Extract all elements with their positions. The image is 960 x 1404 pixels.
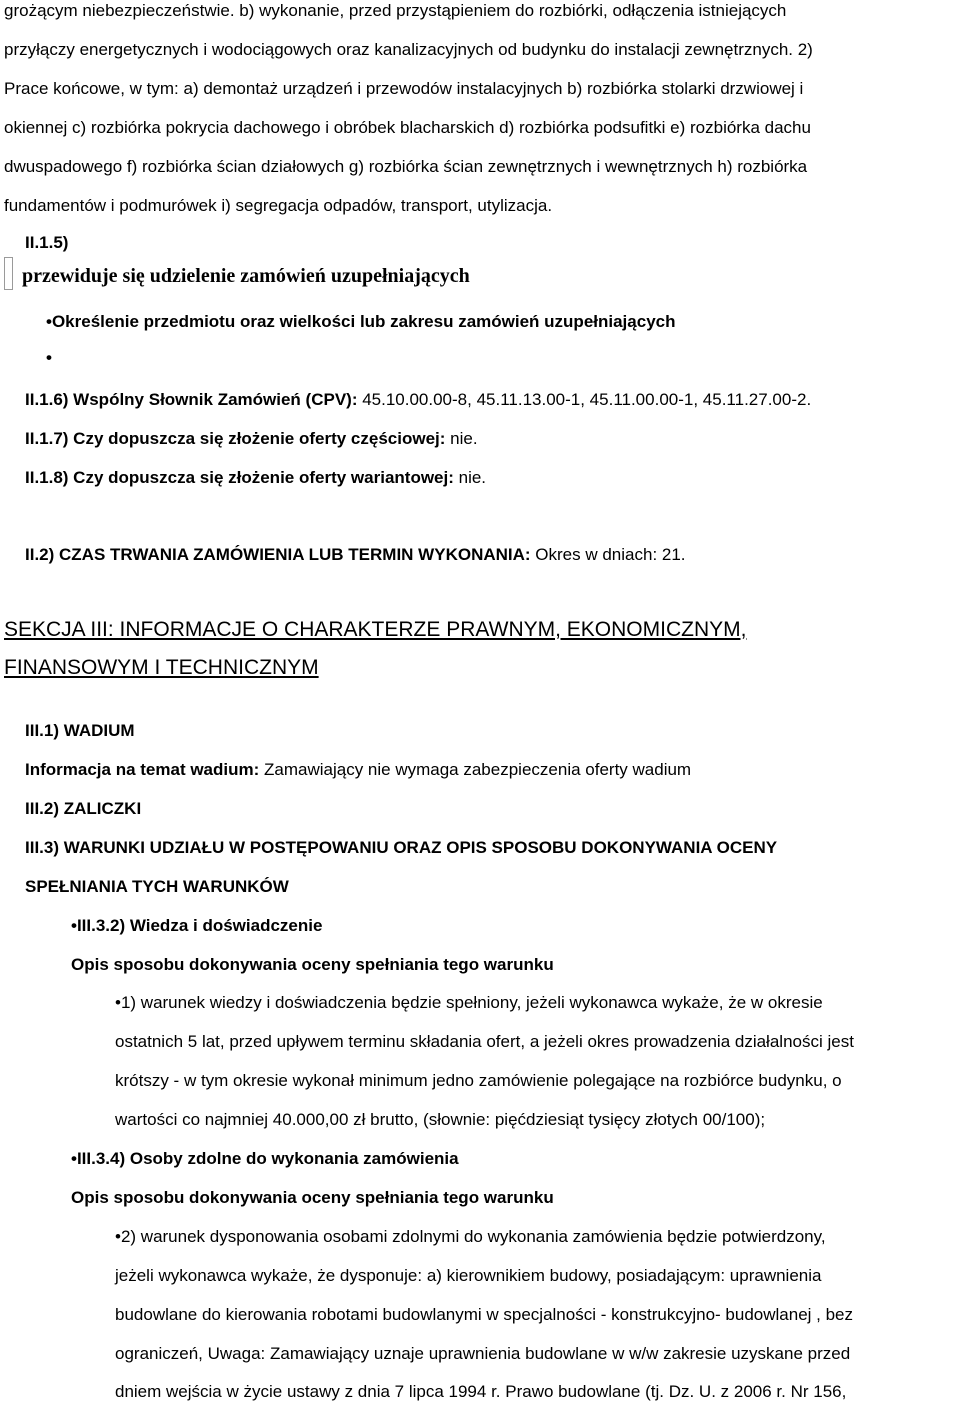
duration-row	[25, 545, 686, 565]
iii34-text-line: ograniczeń, Uwaga: Zamawiający uznaje uprawnienia budowlane w w/w zakresie uzyskane przed	[115, 1344, 851, 1363]
intro-line: Prace końcowe, w tym: a) demontaż urządzeń i przewodów instalacyjnych b) rozbiórka stolarki drzwiowej i	[4, 79, 804, 98]
duration-label: II.2) CZAS TRWANIA ZAMÓWIENIA LUB TERMIN WYKONANIA:	[25, 545, 531, 564]
iii32-label: •III.3.2) Wiedza i doświadczenie	[71, 916, 323, 935]
intro-line: grożącym niebezpieczeństwie. b) wykonanie, przed przystąpieniem do rozbiórki, odłączenia istniejących	[4, 1, 787, 20]
section-title-line: SEKCJA III: INFORMACJE O CHARAKTERZE PRAWNYM, EKONOMICZNYM,	[4, 618, 747, 641]
iii34-text-line: budowlane do kierowania robotami budowlanymi w specjalności - konstrukcyjno- budowlanej , bez	[115, 1305, 854, 1324]
partial-offer-value: nie.	[445, 429, 478, 448]
iii34-text-line: •2) warunek dysponowania osobami zdolnymi do wykonania zamówienia będzie potwierdzony,	[115, 1227, 826, 1246]
wadium-info-row	[25, 760, 691, 780]
ii15-empty-bullet: •	[46, 348, 52, 367]
iii32-opis-label: Opis sposobu dokonywania oceny spełniania tego warunku	[71, 955, 554, 974]
intro-line: dwuspadowego f) rozbiórka ścian działowych g) rozbiórka ścian zewnętrznych i wewnętrznych h) rozbiórka	[4, 157, 808, 176]
option-checkbox[interactable]	[4, 257, 13, 290]
iii34-text-line: dniem wejścia w życie ustawy z dnia 7 lipca 1994 r. Prawo budowlane (tj. Dz. U. z 2006 r. Nr 156,	[115, 1382, 847, 1401]
conditions-heading-line: SPEŁNIANIA TYCH WARUNKÓW	[25, 877, 289, 896]
cpv-row	[25, 390, 811, 410]
partial-offer-row	[25, 429, 478, 449]
wadium-label: III.1) WADIUM	[25, 721, 135, 740]
ii15-label: II.1.5)	[25, 233, 69, 252]
intro-line: okiennej c) rozbiórka pokrycia dachowego i obróbek blacharskich d) rozbiórka podsufitki e) rozbiórka dachu	[4, 118, 811, 137]
intro-line: fundamentów i podmurówek i) segregacja odpadów, transport, utylizacja.	[4, 196, 553, 215]
cpv-value: 45.10.00.00-8, 45.11.13.00-1, 45.11.00.00-1, 45.11.27.00-2.	[357, 390, 812, 409]
partial-offer-label: II.1.7) Czy dopuszcza się złożenie oferty częściowej:	[25, 429, 446, 448]
iii34-text-line: jeżeli wykonawca wykaże, że dysponuje: a) kierownikiem budowy, posiadającym: uprawnienia	[115, 1266, 822, 1285]
zaliczki-label: III.2) ZALICZKI	[25, 799, 142, 818]
iii32-text-line: •1) warunek wiedzy i doświadczenia będzie spełniony, jeżeli wykonawca wykaże, że w okresie	[115, 993, 823, 1012]
intro-line: przyłączy energetycznych i wodociągowych oraz kanalizacyjnych od budynku do instalacji zewnętrznych. 2)	[4, 40, 813, 59]
iii34-opis-label: Opis sposobu dokonywania oceny spełniania tego warunku	[71, 1188, 554, 1207]
duration-value: Okres w dniach: 21.	[530, 545, 686, 564]
conditions-heading-line: III.3) WARUNKI UDZIAŁU W POSTĘPOWANIU ORAZ OPIS SPOSOBU DOKONYWANIA OCENY	[25, 838, 778, 857]
ii15-bullet-item: •Określenie przedmiotu oraz wielkości lub zakresu zamówień uzupełniających	[46, 312, 676, 331]
ii15-heading: przewiduje się udzielenie zamówień uzupełniających	[22, 265, 470, 287]
variant-offer-row	[25, 468, 486, 488]
variant-offer-value: nie.	[453, 468, 487, 487]
iii32-text-line: ostatnich 5 lat, przed upływem terminu składania ofert, a jeżeli okres prowadzenia działalności jest	[115, 1032, 854, 1051]
variant-offer-label: II.1.8) Czy dopuszcza się złożenie oferty wariantowej:	[25, 468, 454, 487]
cpv-label: II.1.6) Wspólny Słownik Zamówień (CPV):	[25, 390, 358, 409]
iii32-text-line: wartości co najmniej 40.000,00 zł brutto, (słownie: pięćdziesiąt tysięcy złotych 00/100);	[115, 1110, 766, 1129]
wadium-info-label: Informacja na temat wadium:	[25, 760, 260, 779]
wadium-info-value: Zamawiający nie wymaga zabezpieczenia oferty wadium	[259, 760, 692, 779]
section-title-line: FINANSOWYM I TECHNICZNYM	[4, 656, 319, 679]
iii34-label: •III.3.4) Osoby zdolne do wykonania zamówienia	[71, 1149, 459, 1168]
iii32-text-line: krótszy - w tym okresie wykonał minimum jedno zamówienie polegające na rozbiórce budynku, o	[115, 1071, 842, 1090]
